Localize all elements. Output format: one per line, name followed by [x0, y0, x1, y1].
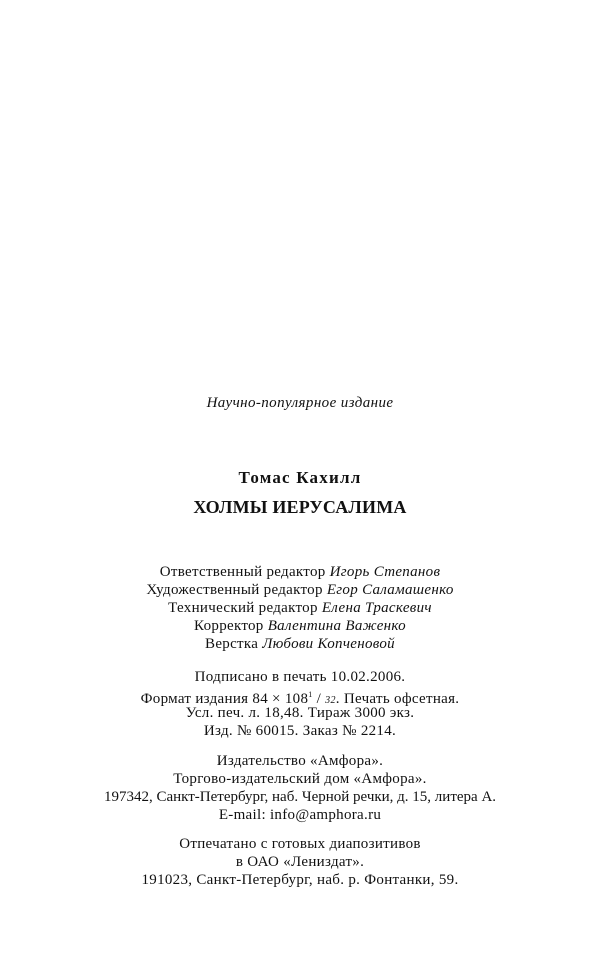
- credit-line: [0, 617, 600, 635]
- printer-address: 191023, Санкт-Петербург, наб. р. Фонтанки, 59.: [141, 872, 459, 888]
- book-title: ХОЛМЫ ИЕРУСАЛИМА: [193, 497, 407, 517]
- credit-role: Художественный редактор: [146, 582, 323, 598]
- printer-line-1: Отпечатано с готовых диапозитивов: [179, 836, 421, 852]
- format-slash: /: [312, 691, 326, 707]
- numbers-line: Изд. № 60015. Заказ № 2214.: [203, 723, 397, 739]
- credit-line: [0, 599, 600, 617]
- format-suffix: . Печать офсетная.: [335, 691, 460, 707]
- credit-line: [0, 581, 600, 599]
- genre-label: Научно-популярное издание: [206, 395, 394, 411]
- format-denominator: 32: [325, 695, 336, 706]
- publisher-name: Издательство «Амфора».: [216, 753, 384, 769]
- credit-role: Корректор: [194, 618, 264, 634]
- publisher-email: E-mail: info@amphora.ru: [218, 807, 382, 823]
- signed-line: Подписано в печать 10.02.2006.: [194, 669, 406, 685]
- credit-line: [0, 635, 600, 653]
- credit-role: Технический редактор: [168, 600, 318, 616]
- credit-role: Верстка: [205, 636, 259, 652]
- credit-name: Елена Траскевич: [321, 600, 432, 616]
- author-name: Томас Кахилл: [238, 468, 362, 487]
- format-numerator: 1: [308, 690, 313, 699]
- sheets-line: Усл. печ. л. 18,48. Тираж 3000 экз.: [185, 705, 415, 721]
- format-prefix: Формат издания 84 × 108: [140, 691, 309, 707]
- printer-line-2: в ОАО «Лениздат».: [235, 854, 365, 870]
- credit-name: Игорь Степанов: [329, 564, 441, 580]
- publisher-address: 197342, Санкт-Петербург, наб. Черной речки, д. 15, литера А.: [103, 789, 497, 805]
- credit-name: Валентина Важенко: [267, 618, 406, 634]
- credit-role: Ответственный редактор: [159, 564, 326, 580]
- credit-name: Любови Копченовой: [262, 636, 395, 652]
- trade-house: Торгово-издательский дом «Амфора».: [173, 771, 427, 787]
- credit-name: Егор Саламашенко: [326, 582, 454, 598]
- credit-line: [0, 563, 600, 581]
